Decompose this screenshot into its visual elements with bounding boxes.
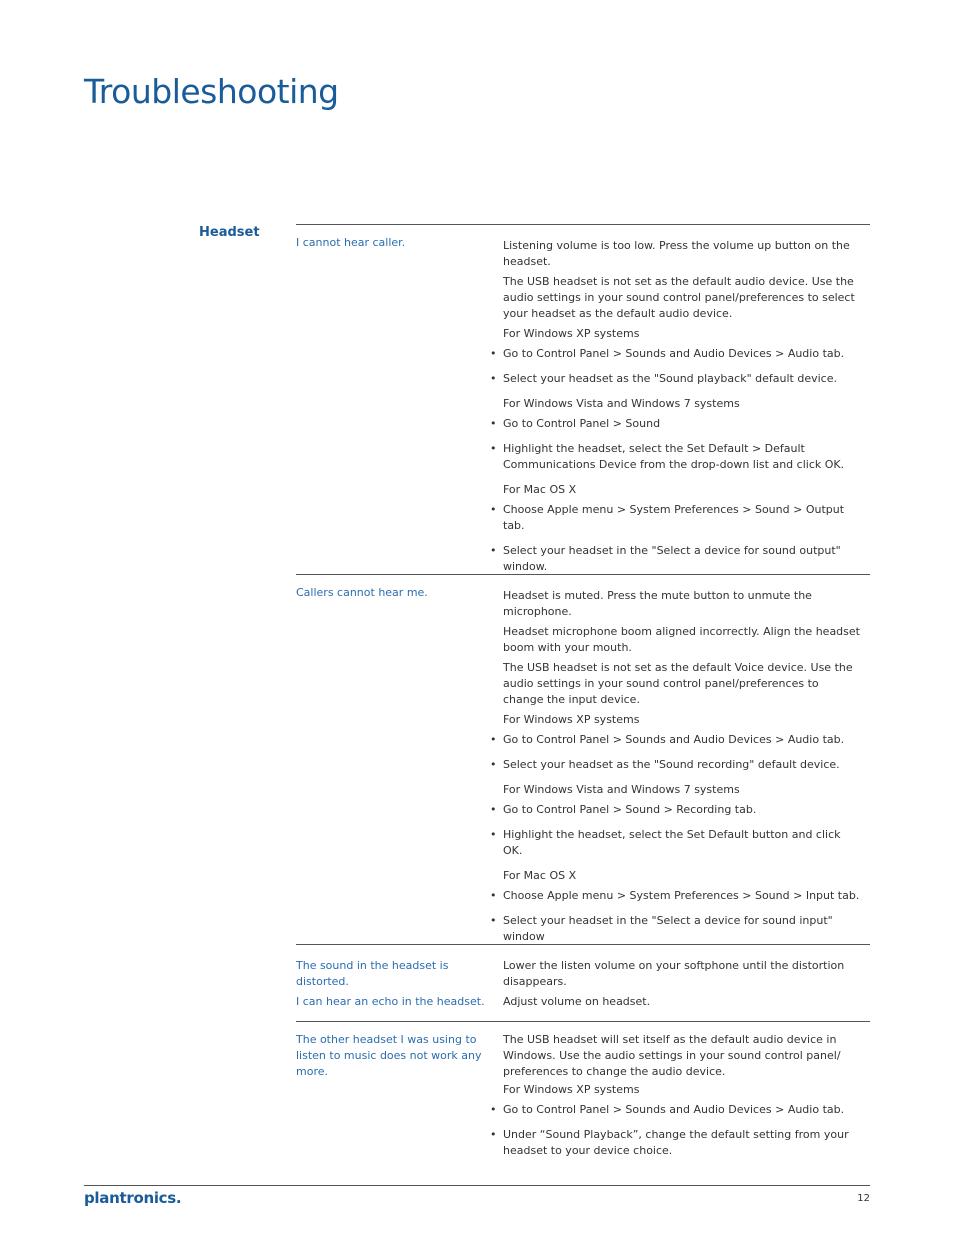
problem-cell — [296, 1032, 486, 1080]
step-item: • Go to Control Panel > Sound — [490, 417, 661, 430]
problem-cell — [296, 585, 486, 601]
solution-text: The USB headset is not set as the default audio device. Use the audio settings in your sound control panel/preferences to select your headset as the default audio device. — [503, 275, 855, 320]
steps-list — [490, 502, 860, 575]
problem-cell — [296, 235, 486, 251]
os-heading: For Windows XP systems — [503, 713, 640, 726]
step-item: • Select your headset as the "Sound playback" default device. — [490, 372, 837, 385]
problem-text: Callers cannot hear me. — [296, 586, 428, 599]
solution-text: Lower the listen volume on your softphone until the distortion disappears. — [503, 959, 845, 988]
step-item: • Choose Apple menu > System Preferences > Sound > Input tab. — [490, 889, 860, 902]
solution-text: Headset microphone boom aligned incorrectly. Align the headset boom with your mouth. — [503, 625, 860, 654]
step-item: • Choose Apple menu > System Preferences > Sound > Output tab. — [490, 503, 845, 532]
steps-list — [490, 416, 860, 473]
plantronics-logo: plantronics. — [84, 1189, 182, 1207]
solution-cell — [490, 238, 860, 584]
os-heading: For Mac OS X — [503, 483, 577, 496]
step-item: • Go to Control Panel > Sounds and Audio Devices > Audio tab. — [490, 733, 845, 746]
step-item: • Select your headset in the "Select a device for sound output" window. — [490, 544, 841, 573]
solution-cell — [490, 958, 860, 1014]
page-title: Troubleshooting — [84, 72, 339, 111]
os-heading: For Windows Vista and Windows 7 systems — [503, 783, 740, 796]
step-item: • Highlight the headset, select the Set Default > Default Communications Device from the drop-down list and click OK. — [490, 442, 845, 471]
os-heading: For Windows Vista and Windows 7 systems — [503, 397, 740, 410]
problem-text: I can hear an echo in the headset. — [296, 995, 485, 1008]
step-item: • Go to Control Panel > Sounds and Audio Devices > Audio tab. — [490, 1103, 845, 1116]
steps-list — [490, 802, 860, 859]
step-item: • Under “Sound Playback”, change the default setting from your headset to your device choice. — [490, 1128, 849, 1157]
step-item: • Select your headset in the "Select a device for sound input" window — [490, 914, 833, 943]
row-divider — [296, 1021, 870, 1022]
problem-text: The other headset I was using to listen to music does not work any more. — [296, 1033, 482, 1078]
step-item: • Go to Control Panel > Sounds and Audio Devices > Audio tab. — [490, 347, 845, 360]
solution-text: Listening volume is too low. Press the volume up button on the headset. — [503, 239, 850, 268]
solution-text: Headset is muted. Press the mute button to unmute the microphone. — [503, 589, 812, 618]
steps-list — [490, 346, 860, 387]
os-heading: For Windows XP systems — [503, 1083, 640, 1096]
solution-text: The USB headset will set itself as the default audio device in Windows. Use the audio settings in your sound control panel/ preferences to change the audio device. — [503, 1033, 841, 1078]
solution-cell — [490, 1032, 860, 1168]
steps-list — [490, 1102, 860, 1159]
os-heading: For Mac OS X — [503, 869, 577, 882]
steps-list — [490, 888, 860, 945]
solution-cell — [490, 588, 860, 954]
steps-list — [490, 732, 860, 773]
section-heading-headset: Headset — [199, 225, 260, 240]
step-item: • Go to Control Panel > Sound > Recording tab. — [490, 803, 757, 816]
problem-text: I cannot hear caller. — [296, 236, 406, 249]
solution-text: The USB headset is not set as the default Voice device. Use the audio settings in your sound control panel/preferences to change the input device. — [503, 661, 853, 706]
problem-cell — [296, 958, 486, 1010]
step-item: • Highlight the headset, select the Set Default button and click OK. — [490, 828, 841, 857]
step-item: • Select your headset as the "Sound recording" default device. — [490, 758, 840, 771]
os-heading: For Windows XP systems — [503, 327, 640, 340]
problem-text: The sound in the headset is distorted. — [296, 959, 449, 988]
page-number: 12 — [857, 1193, 870, 1204]
solution-text: Adjust volume on headset. — [503, 995, 651, 1008]
row-divider — [296, 224, 870, 225]
footer-divider — [84, 1185, 870, 1186]
